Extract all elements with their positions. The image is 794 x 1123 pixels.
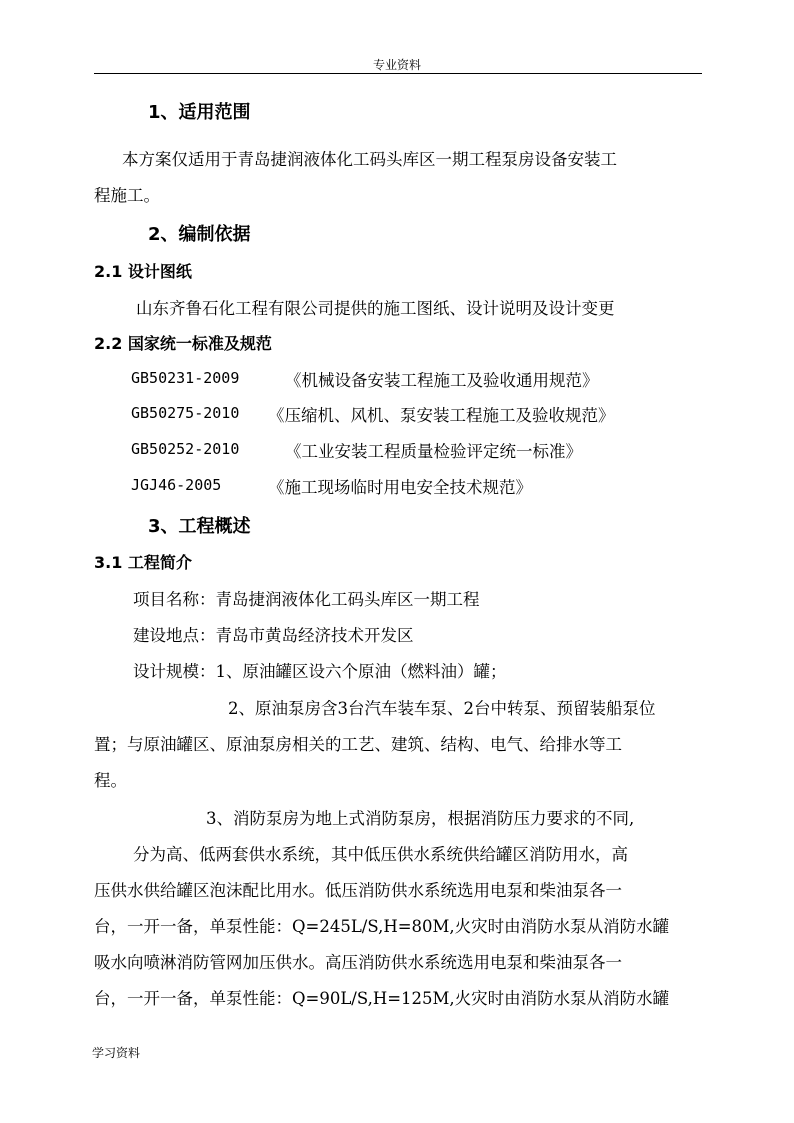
section-1-heading: 1、适用范围	[148, 102, 251, 123]
design-scale-item-1: 设计规模：1、原油罐区设六个原油（燃料油）罐；	[133, 662, 507, 681]
standard-title: 《工业安装工程质量检验评定统一标准》	[285, 442, 582, 461]
design-scale-item-2-cont: 置；与原油罐区、原油泵房相关的工艺、建筑、结构、电气、给排水等工	[94, 735, 622, 754]
standard-title: 《施工现场临时用电安全技术规范》	[268, 478, 532, 497]
design-scale-item-3-cont: 台，一开一备，单泵性能：Q=245L/S,H=80M,火灾时由消防水泵从消防水罐	[94, 917, 670, 936]
standard-title: 《压缩机、风机、泵安装工程施工及验收规范》	[268, 406, 615, 425]
design-scale-item-3: 3、消防泵房为地上式消防泵房，根据消防压力要求的不同,	[206, 809, 635, 828]
standard-code: GB50252-2010	[131, 440, 240, 458]
design-scale-item-3-cont: 台，一开一备，单泵性能：Q=90L/S,H=125M,火灾时由消防水泵从消防水罐	[94, 989, 670, 1008]
project-location: 建设地点：青岛市黄岛经济技术开发区	[133, 626, 414, 645]
section-3-heading: 3、工程概述	[148, 516, 251, 537]
section-1-para-line-1: 本方案仅适用于青岛捷润液体化工码头库区一期工程泵房设备安装工	[122, 150, 617, 169]
project-name: 项目名称：青岛捷润液体化工码头库区一期工程	[133, 590, 480, 609]
section-2-1-heading: 2.1 设计图纸	[94, 262, 192, 281]
page-header: 专业资料	[372, 58, 421, 72]
design-scale-item-2: 2、原油泵房含3台汽车装车泵、2台中转泵、预留装船泵位	[228, 699, 656, 718]
header-rule	[94, 73, 702, 74]
design-scale-item-3-cont: 分为高、低两套供水系统，其中低压供水系统供给罐区消防用水，高	[133, 845, 628, 864]
section-2-1-text: 山东齐鲁石化工程有限公司提供的施工图纸、设计说明及设计变更	[136, 299, 615, 318]
section-2-2-heading: 2.2 国家统一标准及规范	[94, 334, 272, 353]
design-scale-item-3-cont: 压供水供给罐区泡沫配比用水。低压消防供水系统选用电泵和柴油泵各一	[94, 881, 622, 900]
standard-code: GB50231-2009	[131, 369, 240, 387]
page-footer: 学习资料	[92, 1046, 141, 1060]
standard-code: JGJ46-2005	[131, 476, 222, 494]
design-scale-item-3-cont: 吸水向喷淋消防管网加压供水。高压消防供水系统选用电泵和柴油泵各一	[94, 953, 622, 972]
section-3-1-heading: 3.1 工程简介	[94, 553, 192, 572]
standard-code: GB50275-2010	[131, 404, 240, 422]
design-scale-item-2-cont: 程。	[94, 771, 127, 790]
standard-title: 《机械设备安装工程施工及验收通用规范》	[285, 371, 599, 390]
section-1-para-line-2: 程施工。	[94, 186, 160, 205]
section-2-heading: 2、编制依据	[148, 224, 251, 245]
